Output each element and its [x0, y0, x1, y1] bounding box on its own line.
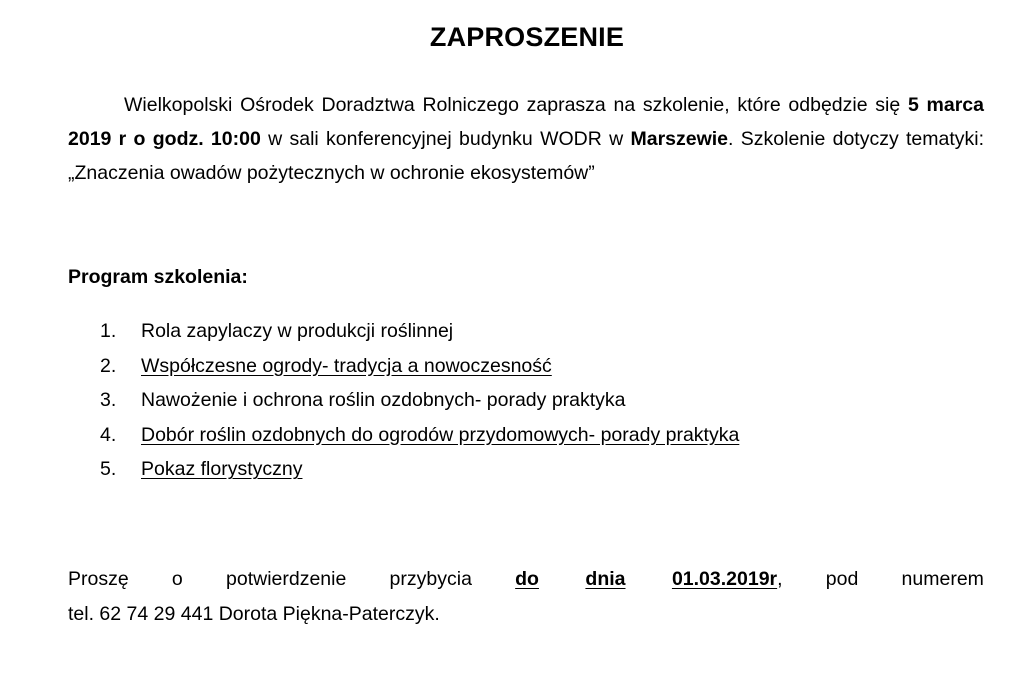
deadline-word: dnia — [585, 568, 626, 590]
confirmation-deadline — [515, 562, 777, 597]
program-item — [100, 418, 739, 453]
program-item — [100, 314, 739, 349]
program-item-number: 1. — [100, 320, 117, 342]
event-location: Marszewie — [630, 128, 729, 150]
footer-word: potwierdzenie — [226, 568, 347, 590]
program-item — [100, 383, 739, 418]
program-item — [100, 349, 739, 384]
program-heading: Program szkolenia: — [68, 266, 248, 288]
intro-text-part3: . — [728, 128, 734, 150]
footer-word: o — [171, 568, 183, 590]
program-item-number: 4. — [100, 423, 117, 446]
deadline-comma: , — [777, 568, 783, 590]
contact-phone-line: tel. 62 74 29 441 Dorota Piękna-Paterczyk. — [68, 603, 440, 625]
program-item-text: Współczesne ogrody- tradycja a nowoczesność — [141, 354, 552, 377]
deadline-date: 01.03.2019r — [671, 568, 778, 590]
footer-word: przybycia — [389, 568, 472, 590]
program-item-number: 5. — [100, 458, 117, 481]
program-item-text: Rola zapylaczy w produkcji roślinnej — [141, 320, 454, 342]
intro-text-part1: Wielkopolski Ośrodek Doradztwa Rolniczego zaprasza na szkolenie, które odbędzie się — [124, 94, 901, 116]
program-item-text: Dobór roślin ozdobnych do ogrodów przydomowych- porady praktyka — [141, 423, 740, 446]
deadline-word: do — [515, 568, 539, 590]
program-list — [100, 314, 739, 487]
footer-word: numerem — [901, 568, 984, 590]
program-item-number: 3. — [100, 389, 117, 412]
confirmation-paragraph — [68, 562, 984, 632]
program-item-text: Pokaz florystyczny — [141, 458, 303, 481]
footer-word: Proszę — [68, 568, 129, 590]
program-item-number: 2. — [100, 354, 117, 377]
event-date-time: 5 marca 2019 r o godz. 10:00 — [68, 94, 984, 150]
confirmation-line-1 — [68, 562, 984, 597]
program-item — [100, 452, 739, 487]
footer-word: pod — [825, 568, 859, 590]
intro-paragraph — [68, 88, 984, 190]
document-title: ZAPROSZENIE — [429, 22, 625, 52]
confirmation-deadline-wrap — [515, 562, 782, 597]
training-topic: Szkolenie dotyczy tematyki: „Znaczenia owadów pożytecznych w ochronie ekosystemów” — [68, 128, 985, 184]
intro-text-part2: w sali konferencyjnej budynku WODR w — [268, 128, 624, 150]
program-item-text: Nawożenie i ochrona roślin ozdobnych- porady praktyka — [141, 389, 626, 412]
